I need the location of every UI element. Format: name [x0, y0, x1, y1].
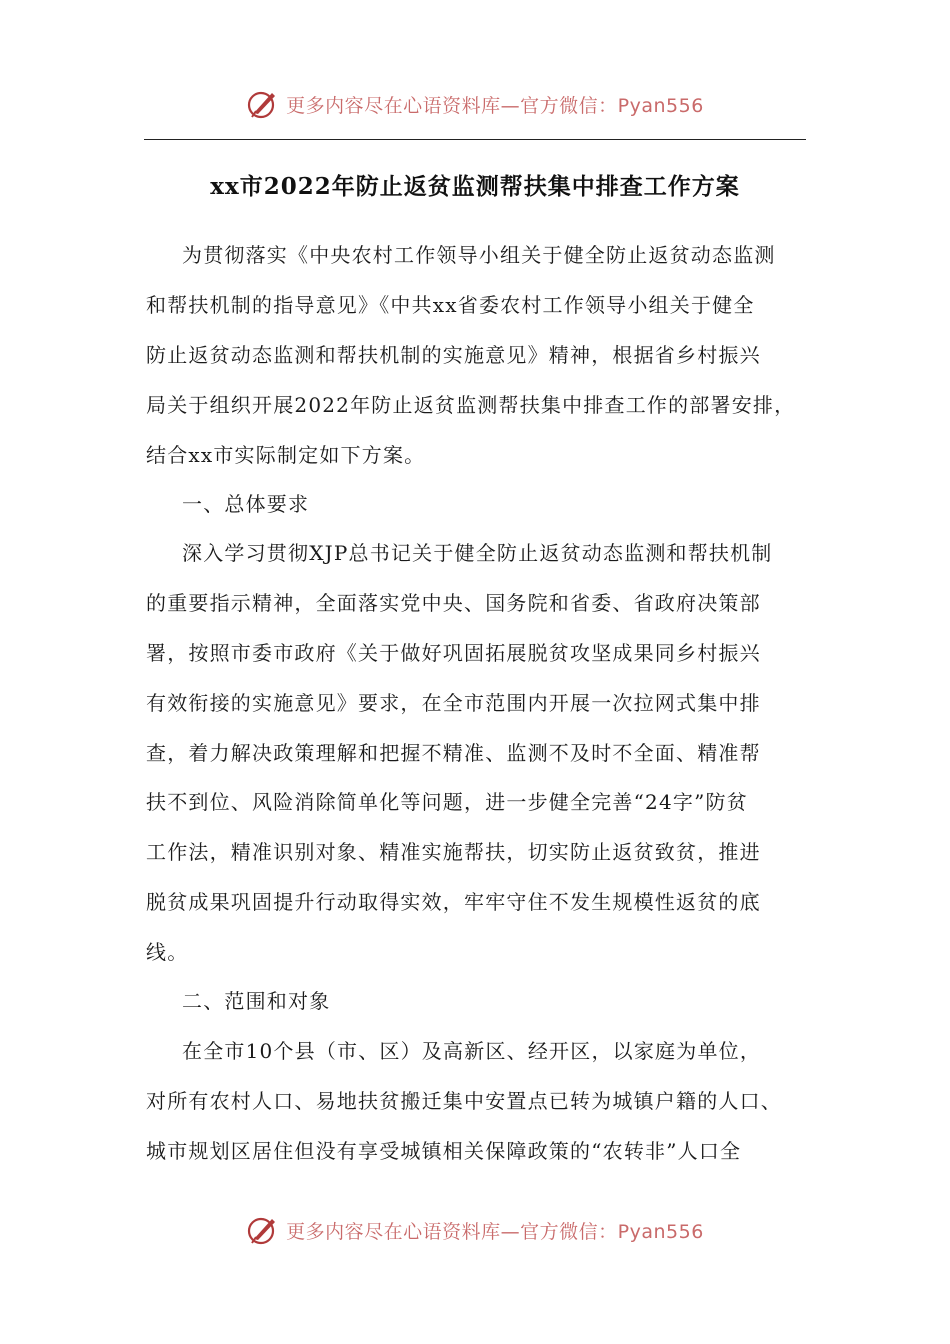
- quill-pen-logo-icon: [246, 1213, 280, 1247]
- paragraph-line: 在全市10个县（市、区）及高新区、经开区，以家庭为单位，: [182, 1039, 762, 1063]
- paragraph-line: 脱贫成果巩固提升行动取得实效，牢牢守住不发生规模性返贫的底: [146, 890, 761, 914]
- paragraph-line: 对所有农村人口、易地扶贫搬迁集中安置点已转为城镇户籍的人口、: [146, 1089, 782, 1113]
- paragraph-line: 深入学习贯彻XJP总书记关于健全防止返贫动态监测和帮扶机制: [182, 541, 773, 565]
- section-heading: 一、总体要求: [182, 492, 310, 516]
- paragraph-line: 线。: [146, 940, 189, 964]
- header-divider: [144, 139, 806, 140]
- footer-banner-text: 更多内容尽在心语资料库—官方微信：Pyan556: [286, 1220, 704, 1243]
- paragraph-line: 查，着力解决政策理解和把握不精准、监测不及时不全面、精准帮: [146, 741, 761, 765]
- paragraph-line: 结合xx市实际制定如下方案。: [146, 443, 426, 467]
- paragraph-line: 城市规划区居住但没有享受城镇相关保障政策的“农转非”人口全: [146, 1139, 742, 1163]
- paragraph-line: 为贯彻落实《中央农村工作领导小组关于健全防止返贫动态监测: [182, 243, 776, 267]
- paragraph-line: 有效衔接的实施意见》要求，在全市范围内开展一次拉网式集中排: [146, 691, 761, 715]
- paragraph-line: 局关于组织开展2022年防止返贫监测帮扶集中排查工作的部署安排，: [146, 393, 796, 417]
- paragraph-line: 扶不到位、风险消除简单化等问题，进一步健全完善“24字”防贫: [146, 790, 748, 814]
- document-title: xx市2022年防止返贫监测帮扶集中排查工作方案: [210, 173, 740, 200]
- paragraph-line: 防止返贫动态监测和帮扶机制的实施意见》精神，根据省乡村振兴: [146, 343, 761, 367]
- header-banner: [0, 82, 950, 126]
- footer-banner: [0, 1208, 950, 1252]
- paragraph-line: 和帮扶机制的指导意见》《中共xx省委农村工作领导小组关于健全: [146, 293, 755, 317]
- paragraph-line: 的重要指示精神，全面落实党中央、国务院和省委、省政府决策部: [146, 591, 761, 615]
- quill-pen-logo-icon: [246, 87, 280, 121]
- paragraph-line: 署，按照市委市政府《关于做好巩固拓展脱贫攻坚成果同乡村振兴: [146, 641, 761, 665]
- header-banner-text: 更多内容尽在心语资料库—官方微信：Pyan556: [286, 94, 704, 117]
- section-heading: 二、范围和对象: [182, 989, 331, 1013]
- paragraph-line: 工作法，精准识别对象、精准实施帮扶，切实防止返贫致贫，推进: [146, 840, 761, 864]
